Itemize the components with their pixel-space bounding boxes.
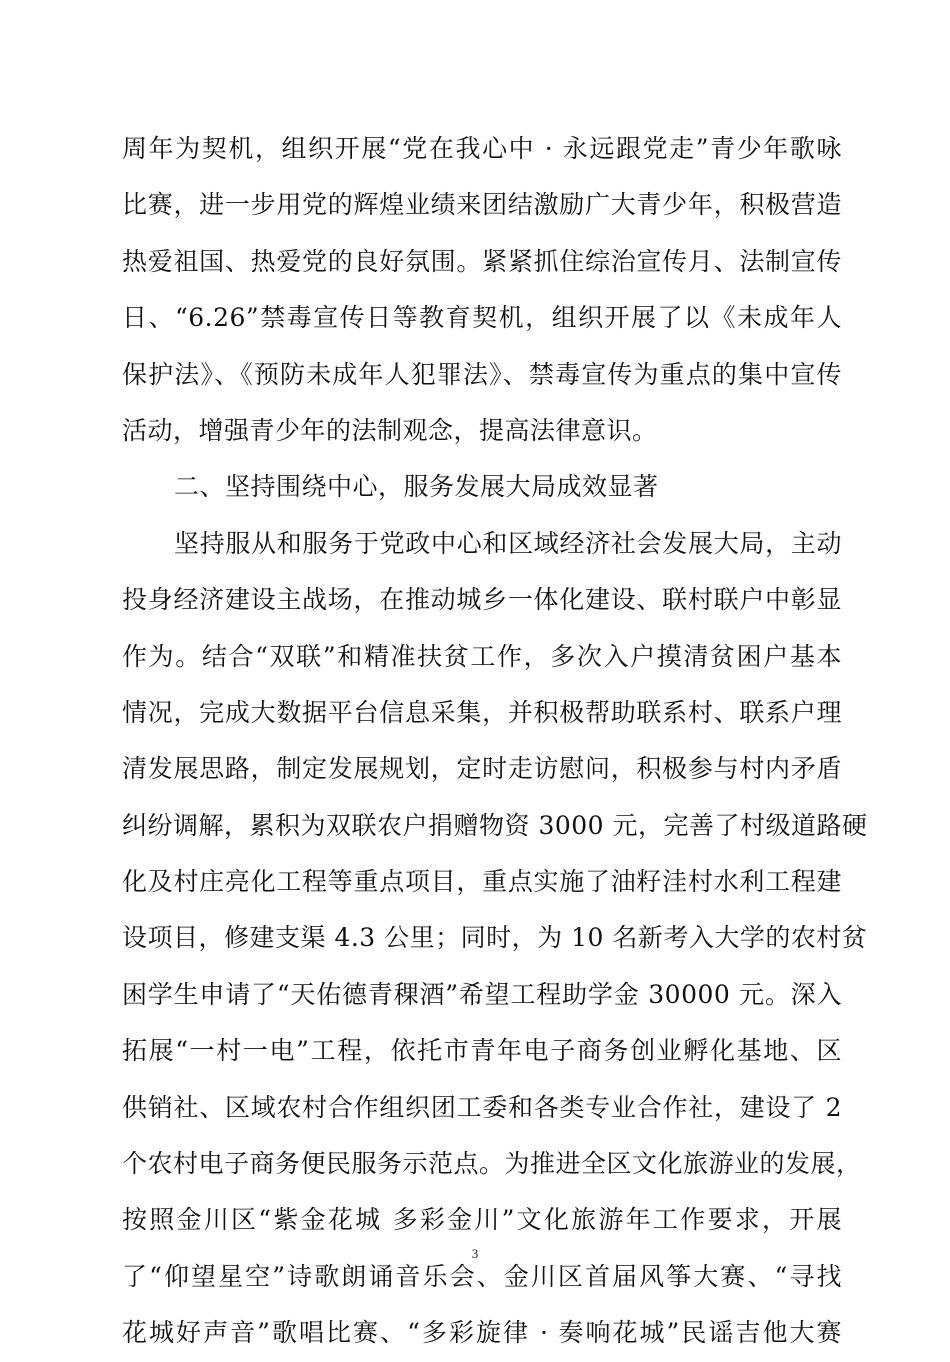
text-line: 纠纷调解，累积为双联农户捐赠物资 3000 元，完善了村级道路硬 [122, 810, 868, 840]
text-line: 保护法》、《预防未成年人犯罪法》、禁毒宣传为重点的集中宣传 [122, 359, 842, 389]
text-line: 拓展“一村一电”工程，依托市青年电子商务创业孵化基地、区 [122, 1036, 842, 1066]
text-line: 个农村电子商务便民服务示范点。为推进全区文化旅游业的发展， [122, 1149, 862, 1179]
text-line: 供销社、区域农村合作组织团工委和各类专业合作社，建设了 2 [122, 1092, 842, 1122]
text-line: 周年为契机，组织开展“党在我心中 · 永远跟党走”青少年歌咏 [122, 134, 842, 163]
text-line: 花城好声音”歌唱比赛、“多彩旋律 · 奏响花城”民谣吉他大赛 [122, 1318, 842, 1348]
text-line: 情况，完成大数据平台信息采集，并积极帮助联系村、联系户理 [122, 697, 842, 727]
text-line: 化及村庄亮化工程等重点项目，重点实施了油籽洼村水利工程建 [122, 867, 842, 897]
text-line: 设项目，修建支渠 4.3 公里；同时，为 10 名新考入大学的农村贫 [122, 923, 868, 953]
text-line: 活动，增强青少年的法制观念，提高法律意识。 [122, 415, 658, 445]
text-line: 了“仰望星空”诗歌朗诵音乐会、金川区首届风筝大赛、“寻找 [122, 1261, 842, 1291]
text-line: 困学生申请了“天佑德青稞酒”希望工程助学金 30000 元。深入 [122, 979, 842, 1009]
body-text [122, 121, 868, 1362]
text-line: 按照金川区“紫金花城 多彩金川”文化旅游年工作要求，开展 [122, 1205, 842, 1235]
section-heading: 二、坚持围绕中心，服务发展大局成效显著 [174, 472, 659, 502]
text-line: 投身经济建设主战场，在推动城乡一体化建设、联村联户中彰显 [122, 585, 842, 615]
text-line: 坚持服从和服务于党政中心和区域经济社会发展大局，主动 [174, 528, 842, 558]
text-line: 日、“6.26”禁毒宣传日等教育契机，组织开展了以《未成年人 [122, 303, 842, 333]
text-line: 清发展思路，制定发展规划，定时走访慰问，积极参与村内矛盾 [122, 754, 842, 784]
text-line: 热爱祖国、热爱党的良好氛围。紧紧抓住综治宣传月、法制宣传 [122, 246, 842, 276]
page-number: 3 [471, 1246, 479, 1261]
text-line: 作为。结合“双联”和精准扶贫工作，多次入户摸清贫困户基本 [122, 641, 842, 671]
text-line: 比赛，进一步用党的辉煌业绩来团结激励广大青少年，积极营造 [122, 190, 842, 220]
